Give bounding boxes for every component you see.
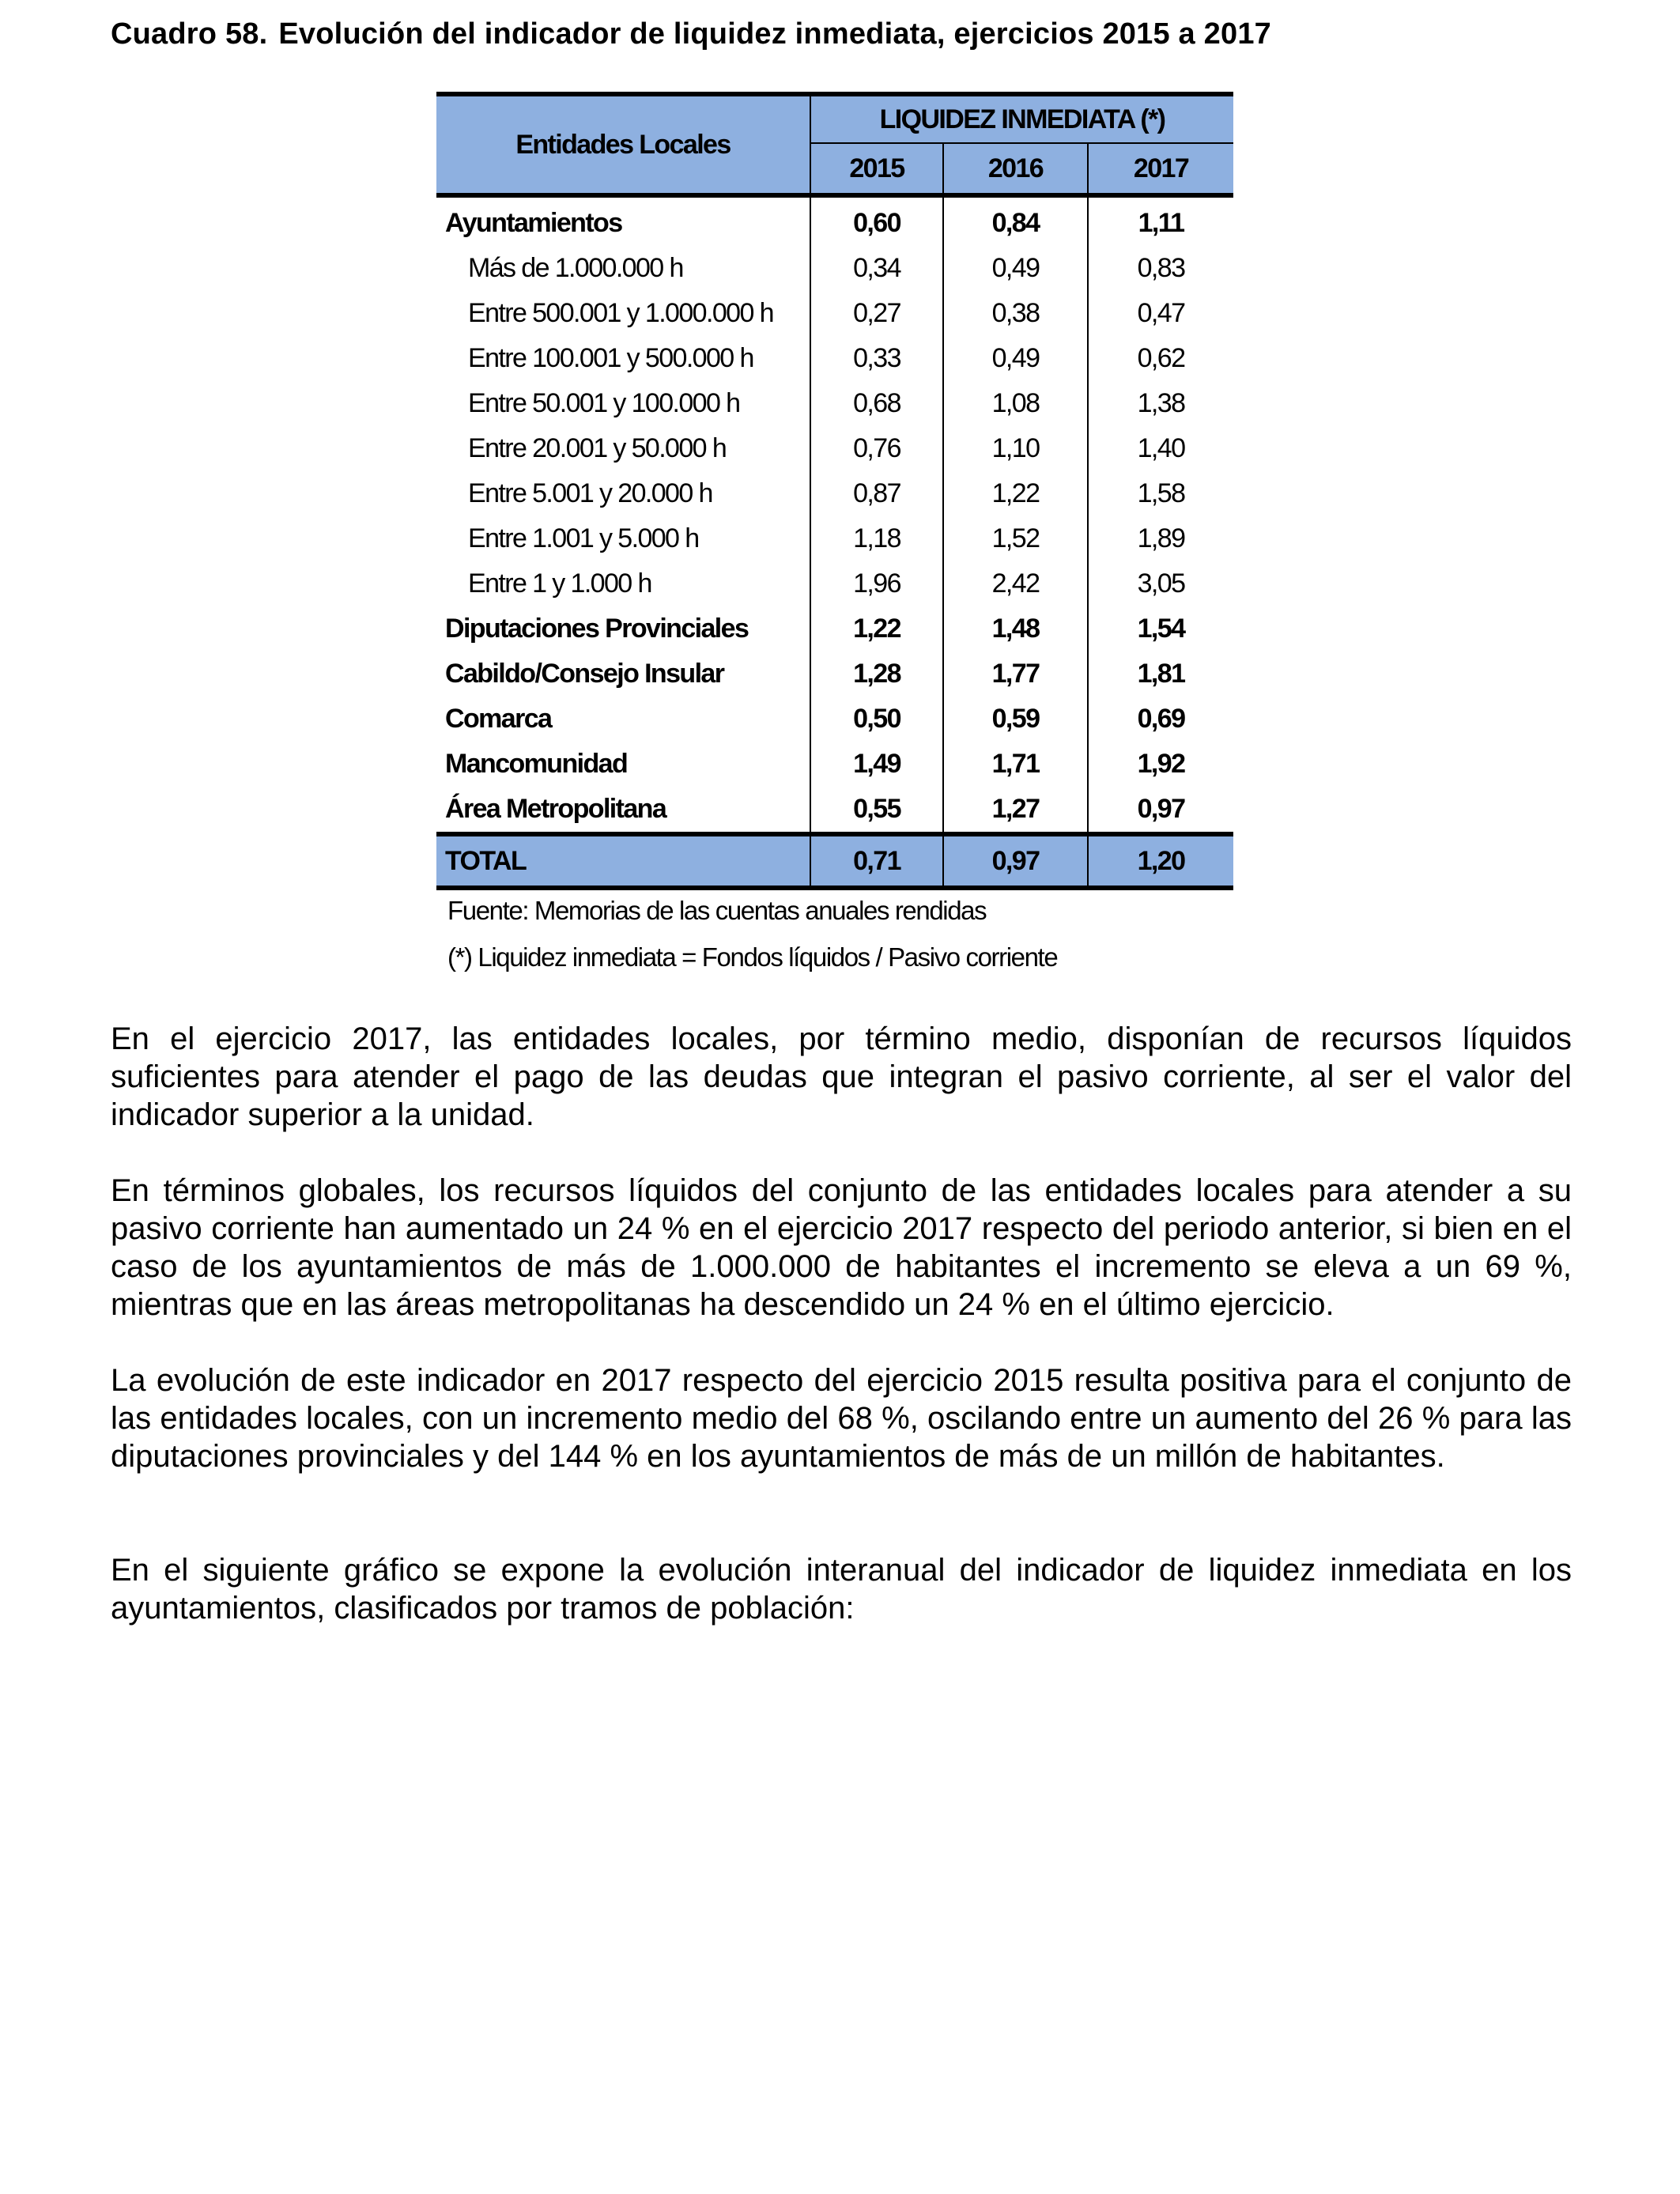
row-label: Ayuntamientos (445, 208, 622, 238)
year-header-2015: 2015 (810, 143, 943, 195)
entity-column-header: Entidades Locales (436, 94, 810, 195)
total-row (436, 834, 1233, 888)
paragraph-1: En el ejercicio 2017, las entidades locales, por término medio, disponían de recursos líquidos suficientes para atender el pago de las deudas que integran el pasivo corriente, al ser el valor del indicador superior a la unidad. (111, 1021, 1572, 1132)
cell-2016: 1,71 (943, 742, 1088, 787)
cell-2016: 1,08 (943, 381, 1088, 426)
row-label: Entre 50.001 y 100.000 h (468, 388, 740, 418)
cell-2016: 0,38 (943, 291, 1088, 336)
cell-2016: 0,84 (943, 195, 1088, 246)
year-header-2017: 2017 (1088, 143, 1233, 195)
total-2017: 1,20 (1088, 834, 1233, 888)
cell-2017: 1,54 (1088, 606, 1233, 651)
cell-2017: 1,81 (1088, 651, 1233, 697)
row-label: Entre 5.001 y 20.000 h (468, 478, 712, 508)
cell-2017: 0,69 (1088, 697, 1233, 742)
row-label: Entre 1.001 y 5.000 h (468, 523, 699, 553)
cell-2015: 0,76 (810, 426, 943, 471)
table-row (436, 606, 1233, 651)
cell-2016: 1,77 (943, 651, 1088, 697)
table-row (436, 426, 1233, 471)
cell-2017: 1,38 (1088, 381, 1233, 426)
cell-2015: 0,27 (810, 291, 943, 336)
table-row (436, 742, 1233, 787)
table-row (436, 651, 1233, 697)
row-label: Diputaciones Provinciales (445, 614, 749, 644)
table-row (436, 516, 1233, 561)
table-footnote: (*) Liquidez inmediata = Fondos líquidos / Pasivo corriente (447, 942, 1058, 972)
table-source-note: Fuente: Memorias de las cuentas anuales rendidas (447, 896, 987, 925)
cell-2016: 1,52 (943, 516, 1088, 561)
cell-2016: 1,27 (943, 787, 1088, 834)
table-row (436, 195, 1233, 246)
row-label: Entre 500.001 y 1.000.000 h (468, 298, 773, 328)
cell-2016: 1,10 (943, 426, 1088, 471)
cell-2015: 1,49 (810, 742, 943, 787)
table-row (436, 561, 1233, 606)
table-row (436, 697, 1233, 742)
row-label: Entre 20.001 y 50.000 h (468, 433, 727, 463)
indicator-group-header: LIQUIDEZ INMEDIATA (*) (810, 94, 1233, 143)
cell-2015: 0,50 (810, 697, 943, 742)
cell-2015: 0,33 (810, 336, 943, 381)
cell-2015: 0,68 (810, 381, 943, 426)
row-label: Área Metropolitana (445, 794, 666, 824)
cell-2017: 1,58 (1088, 471, 1233, 516)
cell-2015: 0,60 (810, 195, 943, 246)
cell-2016: 2,42 (943, 561, 1088, 606)
table-row (436, 787, 1233, 834)
cell-2015: 0,55 (810, 787, 943, 834)
cell-2016: 1,48 (943, 606, 1088, 651)
year-header-2016: 2016 (943, 143, 1088, 195)
cell-2017: 0,97 (1088, 787, 1233, 834)
row-label: Entre 1 y 1.000 h (468, 568, 651, 599)
total-2016: 0,97 (943, 834, 1088, 888)
cell-2015: 1,96 (810, 561, 943, 606)
cell-2017: 1,92 (1088, 742, 1233, 787)
cell-2017: 3,05 (1088, 561, 1233, 606)
cell-2017: 0,83 (1088, 246, 1233, 291)
paragraph-2: En términos globales, los recursos líquidos del conjunto de las entidades locales para atender a su pasivo corriente han aumentado un 24 % en el ejercicio 2017 respecto del periodo anterior, si bien en el caso de los ayuntamientos de más de 1.000.000 de habitantes el incremento se eleva a un 69 %, mientras que en las áreas metropolitanas ha descendido un 24 % en el último ejercicio. (111, 1173, 1572, 1322)
cell-2015: 0,34 (810, 246, 943, 291)
table-row (436, 291, 1233, 336)
total-2015: 0,71 (810, 834, 943, 888)
paragraph-3: La evolución de este indicador en 2017 respecto del ejercicio 2015 resulta positiva para el conjunto de las entidades locales, con un incremento medio del 68 %, oscilando entre un aumento del 26 % para las diputaciones provinciales y del 144 % en los ayuntamientos de más de un millón de habitantes. (111, 1363, 1572, 1474)
table-header-row (436, 94, 1233, 143)
cell-2017: 0,62 (1088, 336, 1233, 381)
cell-2015: 1,22 (810, 606, 943, 651)
paragraph-4: En el siguiente gráfico se expone la evolución interanual del indicador de liquidez inmediata en los ayuntamientos, clasificados por tramos de población: (111, 1553, 1572, 1626)
cell-2015: 0,87 (810, 471, 943, 516)
cell-2017: 1,40 (1088, 426, 1233, 471)
cell-2016: 0,59 (943, 697, 1088, 742)
row-label: Comarca (445, 704, 552, 734)
cell-2017: 0,47 (1088, 291, 1233, 336)
cell-2016: 0,49 (943, 336, 1088, 381)
total-label: TOTAL (436, 834, 810, 888)
table-row (436, 471, 1233, 516)
cell-2015: 1,18 (810, 516, 943, 561)
cell-2016: 1,22 (943, 471, 1088, 516)
liquidity-table (436, 92, 1233, 890)
table-row (436, 336, 1233, 381)
row-label: Mancomunidad (445, 749, 628, 779)
row-label: Entre 100.001 y 500.000 h (468, 343, 753, 373)
cell-2017: 1,89 (1088, 516, 1233, 561)
table-caption (111, 17, 1271, 51)
table-row (436, 246, 1233, 291)
row-label: Más de 1.000.000 h (468, 253, 683, 283)
table-row (436, 381, 1233, 426)
cell-2015: 1,28 (810, 651, 943, 697)
caption-text: Evolución del indicador de liquidez inmediata, ejercicios 2015 a 2017 (278, 17, 1271, 51)
row-label: Cabildo/Consejo Insular (445, 659, 724, 689)
cell-2017: 1,11 (1088, 195, 1233, 246)
cell-2016: 0,49 (943, 246, 1088, 291)
caption-label: Cuadro 58. (111, 17, 268, 51)
